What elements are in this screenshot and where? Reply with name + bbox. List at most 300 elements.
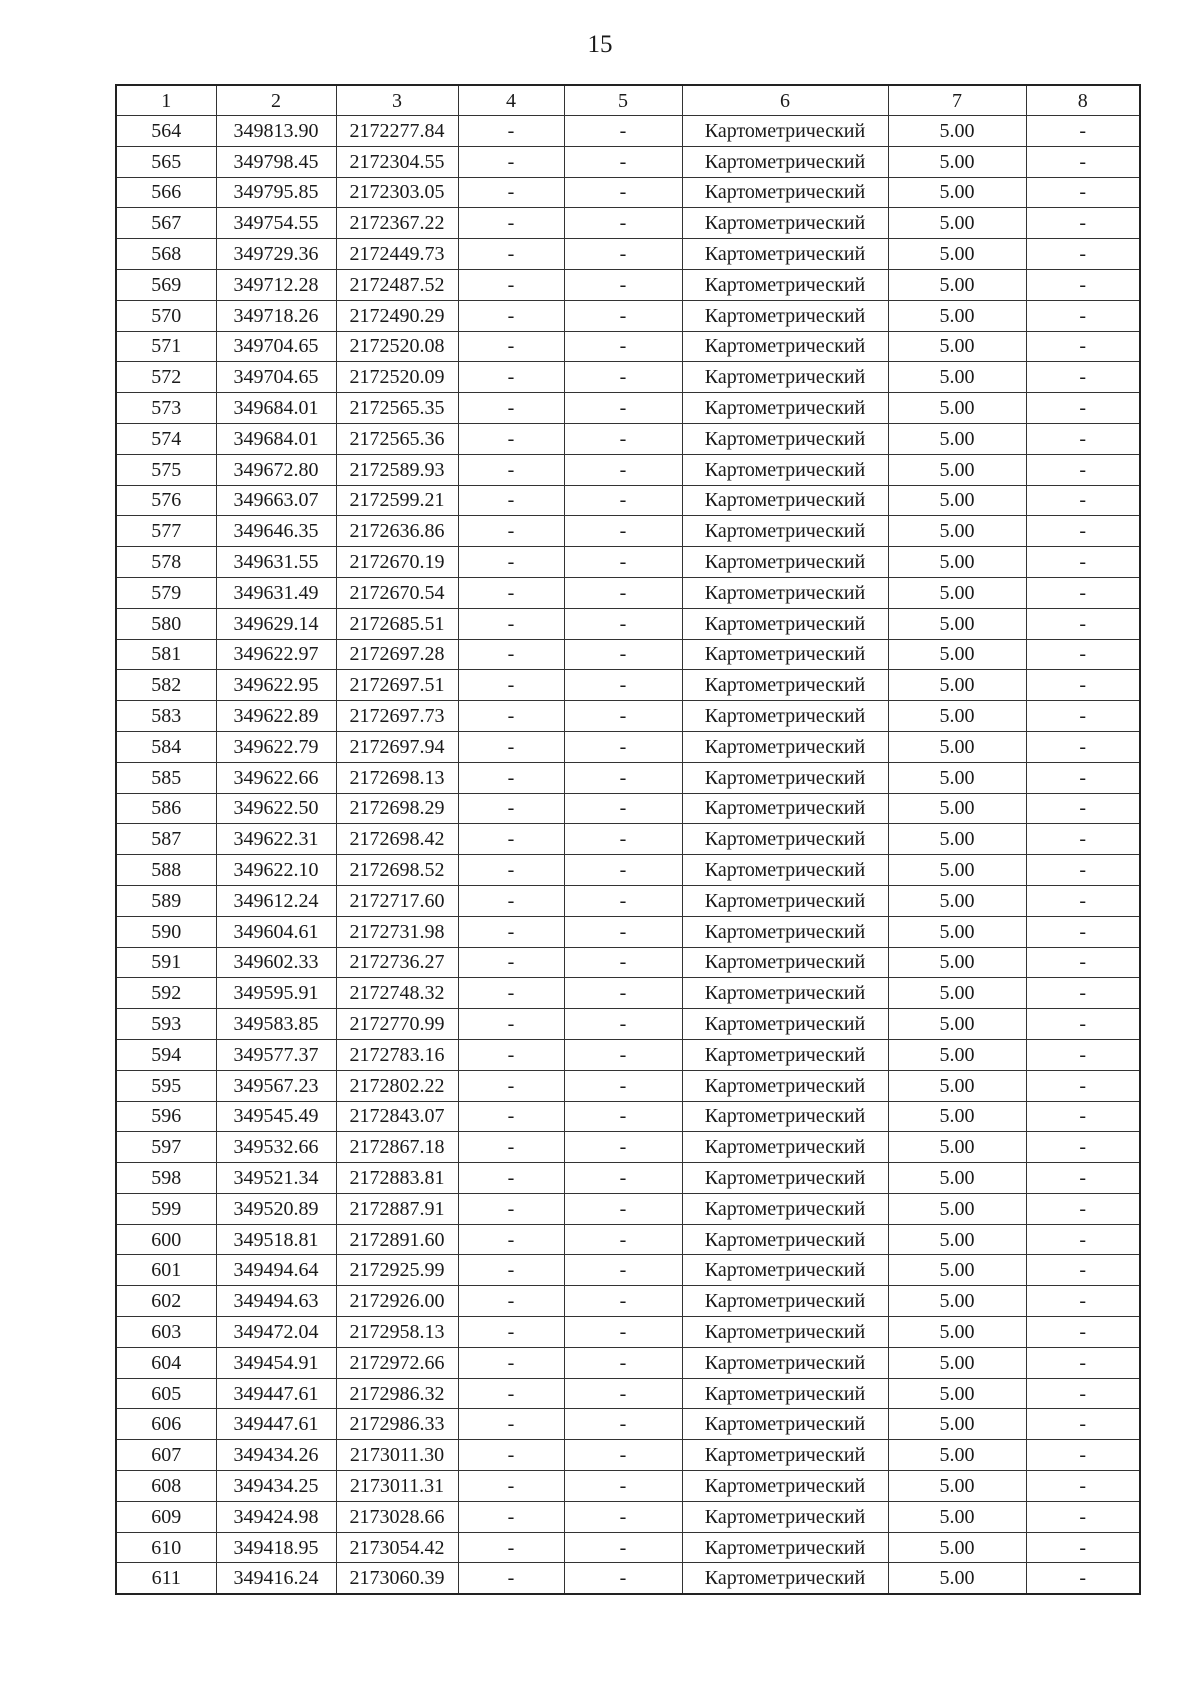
coord-x-cell: 349631.55 (216, 547, 336, 578)
col-5-value-cell: - (564, 1501, 682, 1532)
method-cell: Картометрический (682, 1009, 888, 1040)
col-5-value-cell: - (564, 1286, 682, 1317)
col-4-value-cell: - (458, 639, 564, 670)
col-4-value-cell: - (458, 1378, 564, 1409)
table-row (116, 269, 1140, 300)
table-row (116, 1132, 1140, 1163)
col-5-value-cell: - (564, 1317, 682, 1348)
method-cell: Картометрический (682, 146, 888, 177)
column-header-2: 2 (216, 85, 336, 116)
coord-y-cell: 2172589.93 (336, 454, 458, 485)
method-cell: Картометрический (682, 1163, 888, 1194)
col-8-value-cell: - (1026, 885, 1140, 916)
col-8-value-cell: - (1026, 639, 1140, 670)
col-4-value-cell: - (458, 793, 564, 824)
point-number-cell: 611 (116, 1563, 216, 1594)
accuracy-cell: 5.00 (888, 1255, 1026, 1286)
method-cell: Картометрический (682, 1286, 888, 1317)
table-row (116, 1378, 1140, 1409)
method-cell: Картометрический (682, 855, 888, 886)
col-8-value-cell: - (1026, 1009, 1140, 1040)
col-4-value-cell: - (458, 1471, 564, 1502)
point-number-cell: 583 (116, 701, 216, 732)
coord-x-cell: 349602.33 (216, 947, 336, 978)
col-4-value-cell: - (458, 1070, 564, 1101)
point-number-cell: 610 (116, 1532, 216, 1563)
coord-y-cell: 2172958.13 (336, 1317, 458, 1348)
coord-y-cell: 2172883.81 (336, 1163, 458, 1194)
method-cell: Картометрический (682, 1039, 888, 1070)
coord-x-cell: 349567.23 (216, 1070, 336, 1101)
coord-y-cell: 2173011.30 (336, 1440, 458, 1471)
col-5-value-cell: - (564, 916, 682, 947)
col-8-value-cell: - (1026, 239, 1140, 270)
accuracy-cell: 5.00 (888, 577, 1026, 608)
coord-y-cell: 2172717.60 (336, 885, 458, 916)
point-number-cell: 593 (116, 1009, 216, 1040)
table-row (116, 1286, 1140, 1317)
table-row (116, 1347, 1140, 1378)
coord-x-cell: 349684.01 (216, 393, 336, 424)
coord-y-cell: 2172697.94 (336, 731, 458, 762)
col-5-value-cell: - (564, 1101, 682, 1132)
coord-x-cell: 349718.26 (216, 300, 336, 331)
col-5-value-cell: - (564, 547, 682, 578)
coord-y-cell: 2172565.35 (336, 393, 458, 424)
accuracy-cell: 5.00 (888, 547, 1026, 578)
accuracy-cell: 5.00 (888, 731, 1026, 762)
col-5-value-cell: - (564, 731, 682, 762)
method-cell: Картометрический (682, 824, 888, 855)
col-5-value-cell: - (564, 670, 682, 701)
accuracy-cell: 5.00 (888, 1193, 1026, 1224)
table-row (116, 885, 1140, 916)
accuracy-cell: 5.00 (888, 1163, 1026, 1194)
col-4-value-cell: - (458, 547, 564, 578)
point-number-cell: 587 (116, 824, 216, 855)
col-5-value-cell: - (564, 146, 682, 177)
accuracy-cell: 5.00 (888, 916, 1026, 947)
method-cell: Картометрический (682, 116, 888, 147)
col-8-value-cell: - (1026, 608, 1140, 639)
col-4-value-cell: - (458, 1317, 564, 1348)
col-5-value-cell: - (564, 793, 682, 824)
col-8-value-cell: - (1026, 824, 1140, 855)
table-row (116, 1039, 1140, 1070)
point-number-cell: 569 (116, 269, 216, 300)
col-5-value-cell: - (564, 947, 682, 978)
point-number-cell: 608 (116, 1471, 216, 1502)
accuracy-cell: 5.00 (888, 116, 1026, 147)
coord-y-cell: 2172986.33 (336, 1409, 458, 1440)
table-row (116, 393, 1140, 424)
method-cell: Картометрический (682, 947, 888, 978)
header-row (116, 85, 1140, 116)
method-cell: Картометрический (682, 1193, 888, 1224)
col-5-value-cell: - (564, 1224, 682, 1255)
col-8-value-cell: - (1026, 1471, 1140, 1502)
col-5-value-cell: - (564, 1532, 682, 1563)
column-header-3: 3 (336, 85, 458, 116)
col-4-value-cell: - (458, 1039, 564, 1070)
coord-y-cell: 2172697.28 (336, 639, 458, 670)
col-8-value-cell: - (1026, 1163, 1140, 1194)
method-cell: Картометрический (682, 1101, 888, 1132)
col-5-value-cell: - (564, 824, 682, 855)
accuracy-cell: 5.00 (888, 793, 1026, 824)
col-5-value-cell: - (564, 393, 682, 424)
col-5-value-cell: - (564, 1009, 682, 1040)
col-4-value-cell: - (458, 1286, 564, 1317)
col-5-value-cell: - (564, 269, 682, 300)
col-8-value-cell: - (1026, 1501, 1140, 1532)
col-8-value-cell: - (1026, 577, 1140, 608)
table-row (116, 731, 1140, 762)
method-cell: Картометрический (682, 885, 888, 916)
accuracy-cell: 5.00 (888, 1347, 1026, 1378)
col-5-value-cell: - (564, 639, 682, 670)
col-8-value-cell: - (1026, 670, 1140, 701)
col-8-value-cell: - (1026, 1286, 1140, 1317)
coord-x-cell: 349712.28 (216, 269, 336, 300)
col-4-value-cell: - (458, 1347, 564, 1378)
coord-y-cell: 2172925.99 (336, 1255, 458, 1286)
accuracy-cell: 5.00 (888, 1317, 1026, 1348)
point-number-cell: 568 (116, 239, 216, 270)
accuracy-cell: 5.00 (888, 1440, 1026, 1471)
coord-y-cell: 2172277.84 (336, 116, 458, 147)
col-4-value-cell: - (458, 1532, 564, 1563)
table-row (116, 1440, 1140, 1471)
method-cell: Картометрический (682, 485, 888, 516)
table-row (116, 362, 1140, 393)
point-number-cell: 571 (116, 331, 216, 362)
col-5-value-cell: - (564, 885, 682, 916)
method-cell: Картометрический (682, 331, 888, 362)
column-header-7: 7 (888, 85, 1026, 116)
col-8-value-cell: - (1026, 393, 1140, 424)
accuracy-cell: 5.00 (888, 1101, 1026, 1132)
method-cell: Картометрический (682, 1501, 888, 1532)
col-4-value-cell: - (458, 177, 564, 208)
method-cell: Картометрический (682, 639, 888, 670)
column-header-1: 1 (116, 85, 216, 116)
coord-x-cell: 349521.34 (216, 1163, 336, 1194)
col-5-value-cell: - (564, 1440, 682, 1471)
method-cell: Картометрический (682, 239, 888, 270)
coord-x-cell: 349798.45 (216, 146, 336, 177)
coord-x-cell: 349754.55 (216, 208, 336, 239)
col-4-value-cell: - (458, 116, 564, 147)
coord-y-cell: 2173054.42 (336, 1532, 458, 1563)
coord-x-cell: 349447.61 (216, 1409, 336, 1440)
col-4-value-cell: - (458, 208, 564, 239)
col-5-value-cell: - (564, 1132, 682, 1163)
col-8-value-cell: - (1026, 1255, 1140, 1286)
point-number-cell: 579 (116, 577, 216, 608)
table-row (116, 1532, 1140, 1563)
accuracy-cell: 5.00 (888, 1224, 1026, 1255)
point-number-cell: 605 (116, 1378, 216, 1409)
coord-y-cell: 2172802.22 (336, 1070, 458, 1101)
table-row (116, 423, 1140, 454)
coord-x-cell: 349646.35 (216, 516, 336, 547)
accuracy-cell: 5.00 (888, 269, 1026, 300)
point-number-cell: 573 (116, 393, 216, 424)
method-cell: Картометрический (682, 516, 888, 547)
coord-y-cell: 2172449.73 (336, 239, 458, 270)
coord-x-cell: 349520.89 (216, 1193, 336, 1224)
col-4-value-cell: - (458, 1255, 564, 1286)
coord-x-cell: 349663.07 (216, 485, 336, 516)
coord-x-cell: 349447.61 (216, 1378, 336, 1409)
table-row (116, 116, 1140, 147)
coord-y-cell: 2172843.07 (336, 1101, 458, 1132)
table-row (116, 1409, 1140, 1440)
coord-x-cell: 349622.66 (216, 762, 336, 793)
coord-x-cell: 349622.97 (216, 639, 336, 670)
method-cell: Картометрический (682, 608, 888, 639)
col-8-value-cell: - (1026, 1101, 1140, 1132)
col-5-value-cell: - (564, 978, 682, 1009)
column-header-4: 4 (458, 85, 564, 116)
col-5-value-cell: - (564, 177, 682, 208)
coord-y-cell: 2173011.31 (336, 1471, 458, 1502)
method-cell: Картометрический (682, 454, 888, 485)
accuracy-cell: 5.00 (888, 1409, 1026, 1440)
col-8-value-cell: - (1026, 300, 1140, 331)
accuracy-cell: 5.00 (888, 824, 1026, 855)
coord-y-cell: 2172520.08 (336, 331, 458, 362)
accuracy-cell: 5.00 (888, 1378, 1026, 1409)
accuracy-cell: 5.00 (888, 762, 1026, 793)
point-number-cell: 590 (116, 916, 216, 947)
col-4-value-cell: - (458, 269, 564, 300)
table-row (116, 1563, 1140, 1594)
table-row (116, 639, 1140, 670)
coord-y-cell: 2172565.36 (336, 423, 458, 454)
method-cell: Картометрический (682, 762, 888, 793)
column-header-5: 5 (564, 85, 682, 116)
col-5-value-cell: - (564, 1347, 682, 1378)
col-8-value-cell: - (1026, 1317, 1140, 1348)
col-5-value-cell: - (564, 762, 682, 793)
col-8-value-cell: - (1026, 423, 1140, 454)
accuracy-cell: 5.00 (888, 1532, 1026, 1563)
col-4-value-cell: - (458, 1193, 564, 1224)
col-8-value-cell: - (1026, 362, 1140, 393)
coord-x-cell: 349631.49 (216, 577, 336, 608)
col-8-value-cell: - (1026, 1070, 1140, 1101)
table-row (116, 1471, 1140, 1502)
accuracy-cell: 5.00 (888, 362, 1026, 393)
accuracy-cell: 5.00 (888, 1132, 1026, 1163)
method-cell: Картометрический (682, 547, 888, 578)
coord-y-cell: 2172887.91 (336, 1193, 458, 1224)
coord-x-cell: 349577.37 (216, 1039, 336, 1070)
col-4-value-cell: - (458, 608, 564, 639)
col-4-value-cell: - (458, 670, 564, 701)
col-5-value-cell: - (564, 362, 682, 393)
table-row (116, 331, 1140, 362)
table-body (116, 116, 1140, 1595)
col-8-value-cell: - (1026, 1409, 1140, 1440)
col-5-value-cell: - (564, 454, 682, 485)
method-cell: Картометрический (682, 577, 888, 608)
page-number: 15 (587, 31, 613, 58)
point-number-cell: 574 (116, 423, 216, 454)
coord-y-cell: 2172736.27 (336, 947, 458, 978)
table-header (116, 85, 1140, 116)
accuracy-cell: 5.00 (888, 177, 1026, 208)
coord-y-cell: 2172783.16 (336, 1039, 458, 1070)
point-number-cell: 570 (116, 300, 216, 331)
point-number-cell: 607 (116, 1440, 216, 1471)
point-number-cell: 578 (116, 547, 216, 578)
point-number-cell: 609 (116, 1501, 216, 1532)
coord-x-cell: 349532.66 (216, 1132, 336, 1163)
method-cell: Картометрический (682, 793, 888, 824)
point-number-cell: 591 (116, 947, 216, 978)
point-number-cell: 576 (116, 485, 216, 516)
table-row (116, 577, 1140, 608)
column-header-6: 6 (682, 85, 888, 116)
table-row (116, 916, 1140, 947)
col-5-value-cell: - (564, 1193, 682, 1224)
table-row (116, 1501, 1140, 1532)
accuracy-cell: 5.00 (888, 978, 1026, 1009)
table-row (116, 670, 1140, 701)
table-row (116, 1101, 1140, 1132)
col-4-value-cell: - (458, 1163, 564, 1194)
accuracy-cell: 5.00 (888, 1471, 1026, 1502)
accuracy-cell: 5.00 (888, 855, 1026, 886)
col-4-value-cell: - (458, 1563, 564, 1594)
col-4-value-cell: - (458, 1101, 564, 1132)
method-cell: Картометрический (682, 362, 888, 393)
point-number-cell: 594 (116, 1039, 216, 1070)
point-number-cell: 600 (116, 1224, 216, 1255)
accuracy-cell: 5.00 (888, 208, 1026, 239)
point-number-cell: 604 (116, 1347, 216, 1378)
method-cell: Картометрический (682, 701, 888, 732)
table-row (116, 1009, 1140, 1040)
coord-y-cell: 2173028.66 (336, 1501, 458, 1532)
accuracy-cell: 5.00 (888, 1286, 1026, 1317)
coord-y-cell: 2172867.18 (336, 1132, 458, 1163)
accuracy-cell: 5.00 (888, 947, 1026, 978)
accuracy-cell: 5.00 (888, 885, 1026, 916)
coord-x-cell: 349416.24 (216, 1563, 336, 1594)
col-8-value-cell: - (1026, 731, 1140, 762)
point-number-cell: 581 (116, 639, 216, 670)
coord-y-cell: 2172520.09 (336, 362, 458, 393)
col-4-value-cell: - (458, 1009, 564, 1040)
accuracy-cell: 5.00 (888, 1501, 1026, 1532)
table-row (116, 300, 1140, 331)
coord-x-cell: 349472.04 (216, 1317, 336, 1348)
col-4-value-cell: - (458, 423, 564, 454)
coord-x-cell: 349622.50 (216, 793, 336, 824)
point-number-cell: 592 (116, 978, 216, 1009)
coord-x-cell: 349454.91 (216, 1347, 336, 1378)
table-row (116, 485, 1140, 516)
col-8-value-cell: - (1026, 947, 1140, 978)
method-cell: Картометрический (682, 269, 888, 300)
col-5-value-cell: - (564, 1039, 682, 1070)
coord-y-cell: 2172670.19 (336, 547, 458, 578)
coord-x-cell: 349629.14 (216, 608, 336, 639)
coord-y-cell: 2172698.13 (336, 762, 458, 793)
col-5-value-cell: - (564, 300, 682, 331)
coord-y-cell: 2172670.54 (336, 577, 458, 608)
point-number-cell: 597 (116, 1132, 216, 1163)
col-5-value-cell: - (564, 1070, 682, 1101)
col-8-value-cell: - (1026, 146, 1140, 177)
coord-y-cell: 2172748.32 (336, 978, 458, 1009)
col-5-value-cell: - (564, 701, 682, 732)
coord-y-cell: 2172698.29 (336, 793, 458, 824)
col-8-value-cell: - (1026, 1378, 1140, 1409)
col-5-value-cell: - (564, 1471, 682, 1502)
coord-y-cell: 2172487.52 (336, 269, 458, 300)
point-number-cell: 602 (116, 1286, 216, 1317)
method-cell: Картометрический (682, 208, 888, 239)
table-row (116, 947, 1140, 978)
coord-x-cell: 349545.49 (216, 1101, 336, 1132)
table-row (116, 1070, 1140, 1101)
col-4-value-cell: - (458, 1409, 564, 1440)
col-8-value-cell: - (1026, 1440, 1140, 1471)
col-8-value-cell: - (1026, 1132, 1140, 1163)
accuracy-cell: 5.00 (888, 485, 1026, 516)
col-4-value-cell: - (458, 1501, 564, 1532)
table-row (116, 146, 1140, 177)
method-cell: Картометрический (682, 300, 888, 331)
coord-y-cell: 2172770.99 (336, 1009, 458, 1040)
method-cell: Картометрический (682, 423, 888, 454)
point-number-cell: 582 (116, 670, 216, 701)
col-8-value-cell: - (1026, 916, 1140, 947)
coord-y-cell: 2172697.73 (336, 701, 458, 732)
accuracy-cell: 5.00 (888, 239, 1026, 270)
col-8-value-cell: - (1026, 1563, 1140, 1594)
col-8-value-cell: - (1026, 762, 1140, 793)
accuracy-cell: 5.00 (888, 393, 1026, 424)
accuracy-cell: 5.00 (888, 1009, 1026, 1040)
col-5-value-cell: - (564, 208, 682, 239)
coord-x-cell: 349518.81 (216, 1224, 336, 1255)
col-4-value-cell: - (458, 1132, 564, 1163)
point-number-cell: 565 (116, 146, 216, 177)
point-number-cell: 606 (116, 1409, 216, 1440)
point-number-cell: 566 (116, 177, 216, 208)
point-number-cell: 585 (116, 762, 216, 793)
col-4-value-cell: - (458, 239, 564, 270)
point-number-cell: 575 (116, 454, 216, 485)
col-8-value-cell: - (1026, 1224, 1140, 1255)
method-cell: Картометрический (682, 393, 888, 424)
table-row (116, 454, 1140, 485)
accuracy-cell: 5.00 (888, 670, 1026, 701)
table-row (116, 208, 1140, 239)
col-8-value-cell: - (1026, 208, 1140, 239)
method-cell: Картометрический (682, 1532, 888, 1563)
coord-y-cell: 2172599.21 (336, 485, 458, 516)
col-8-value-cell: - (1026, 485, 1140, 516)
col-4-value-cell: - (458, 762, 564, 793)
col-8-value-cell: - (1026, 116, 1140, 147)
